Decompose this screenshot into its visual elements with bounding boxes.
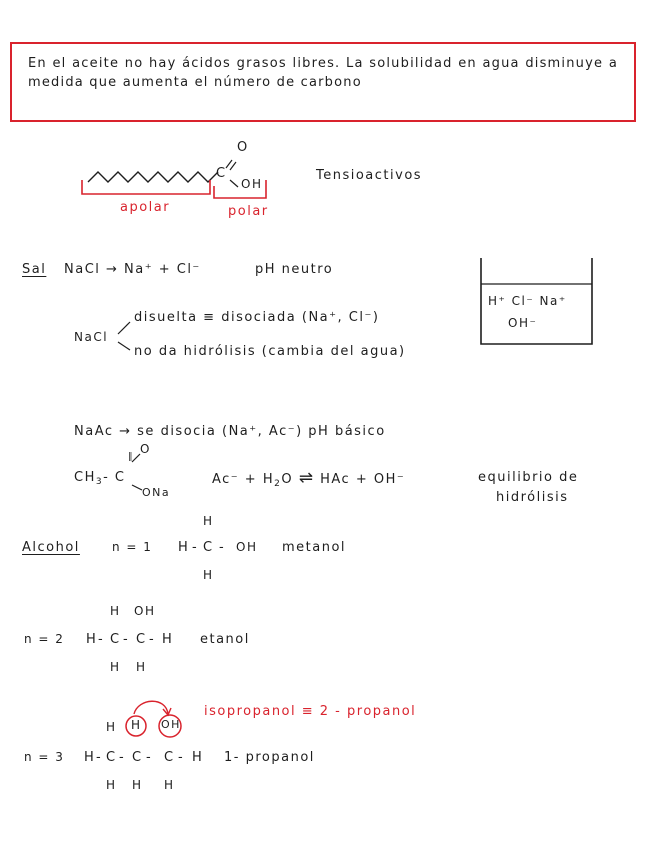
propanol-h-left: H <box>84 750 96 765</box>
propanol-dash-2: - <box>119 750 126 765</box>
propanol-h-right: H <box>192 750 204 765</box>
propanol-h-top-1: H <box>106 720 117 734</box>
ph-neutral: pH neutro <box>255 262 334 277</box>
apolar-label: apolar <box>120 200 171 215</box>
hydrocarbon-chain <box>88 172 218 182</box>
beaker-oh: OH⁻ <box>508 316 538 330</box>
propanol-h-top-2: H <box>131 718 142 732</box>
n1-label: n = 1 <box>112 540 153 554</box>
tensioactivos-label: Tensioactivos <box>316 168 423 183</box>
intro-text: En el aceite no hay ácidos grasos libres. La solubilidad en agua disminuye a medida que aumenta el número de carbono <box>28 56 618 90</box>
methanol-h-top: H <box>203 514 214 528</box>
isopropanol-note: isopropanol ≡ 2 - propanol <box>204 704 417 719</box>
propanol-oh-top: OH <box>161 718 181 731</box>
carbonyl-o: O <box>237 140 249 155</box>
alcohol-heading: Alcohol <box>22 540 80 555</box>
ethanol-h-bottom-2: H <box>136 660 147 674</box>
nacl-branch-dissolved: disuelta ≡ disociada (Na⁺, Cl⁻) <box>134 310 380 325</box>
methanol-dash-2: - <box>219 540 226 555</box>
ethanol-dash-1: - <box>98 632 105 647</box>
methanol-oh: OH <box>236 540 258 554</box>
equilibrium-label-1: equilibrio de <box>478 470 579 485</box>
methanol-c: C <box>203 540 214 555</box>
propanol-h-bottom-2: H <box>132 778 143 792</box>
propanol-c1: C <box>106 750 117 765</box>
methanol-h-bottom: H <box>203 568 214 582</box>
ethanol-h-bottom-1: H <box>110 660 121 674</box>
propanol-c2: C <box>132 750 143 765</box>
swap-arrow <box>134 701 168 714</box>
apolar-bracket <box>82 180 210 194</box>
ethanol-h-left: H <box>86 632 98 647</box>
salt-heading: Sal <box>22 262 47 277</box>
polar-label: polar <box>228 204 269 219</box>
ethanol-dash-2: - <box>123 632 130 647</box>
ethanol-oh-top: OH <box>134 604 156 618</box>
n2-label: n = 2 <box>24 632 65 646</box>
ethanol-name: etanol <box>200 632 250 647</box>
propanol-h-bottom-1: H <box>106 778 117 792</box>
nacl-label: NaCl <box>74 330 109 344</box>
methanol-dash-1: - <box>192 540 199 555</box>
methanol-name: metanol <box>282 540 347 555</box>
nacl-reaction: NaCl → Na⁺ + Cl⁻ <box>64 262 201 277</box>
carbon-c: C <box>216 166 227 181</box>
hydrolysis-equilibrium: $Ac^- + H_2O$ ⇌ HAc + OH⁻ <box>212 468 406 489</box>
propanol-dash-4: - <box>178 750 185 765</box>
ethanol-h-top-1: H <box>110 604 121 618</box>
methanol-h-left: H <box>178 540 190 555</box>
hydroxyl-group: OH <box>241 177 263 191</box>
acetate-o: O <box>140 442 151 456</box>
propanol-h-bottom-3: H <box>164 778 175 792</box>
n3-label: n = 3 <box>24 750 65 764</box>
ethanol-c2: C <box>136 632 147 647</box>
propanol-dash-1: - <box>96 750 103 765</box>
propanol-name: 1- propanol <box>224 750 315 765</box>
naac-reaction: NaAc → se disocia (Na⁺, Ac⁻) pH básico <box>74 424 386 439</box>
ethanol-c1: C <box>110 632 121 647</box>
propanol-c3: C <box>164 750 175 765</box>
beaker-ions: H⁺ Cl⁻ Na⁺ <box>488 294 567 308</box>
equilibrium-label-2: hidrólisis <box>496 490 569 505</box>
propanol-dash-3: - <box>146 750 153 765</box>
acetate-ch3: $CH_3-$ C <box>74 470 126 487</box>
ethanol-h-right: H <box>162 632 174 647</box>
ethanol-dash-3: - <box>149 632 156 647</box>
acetate-ona: ONa <box>142 486 171 499</box>
nacl-branch-no-hydrolysis: no da hidrólisis (cambia del agua) <box>134 344 406 359</box>
acetate-double-bond: ‖ <box>128 452 134 462</box>
